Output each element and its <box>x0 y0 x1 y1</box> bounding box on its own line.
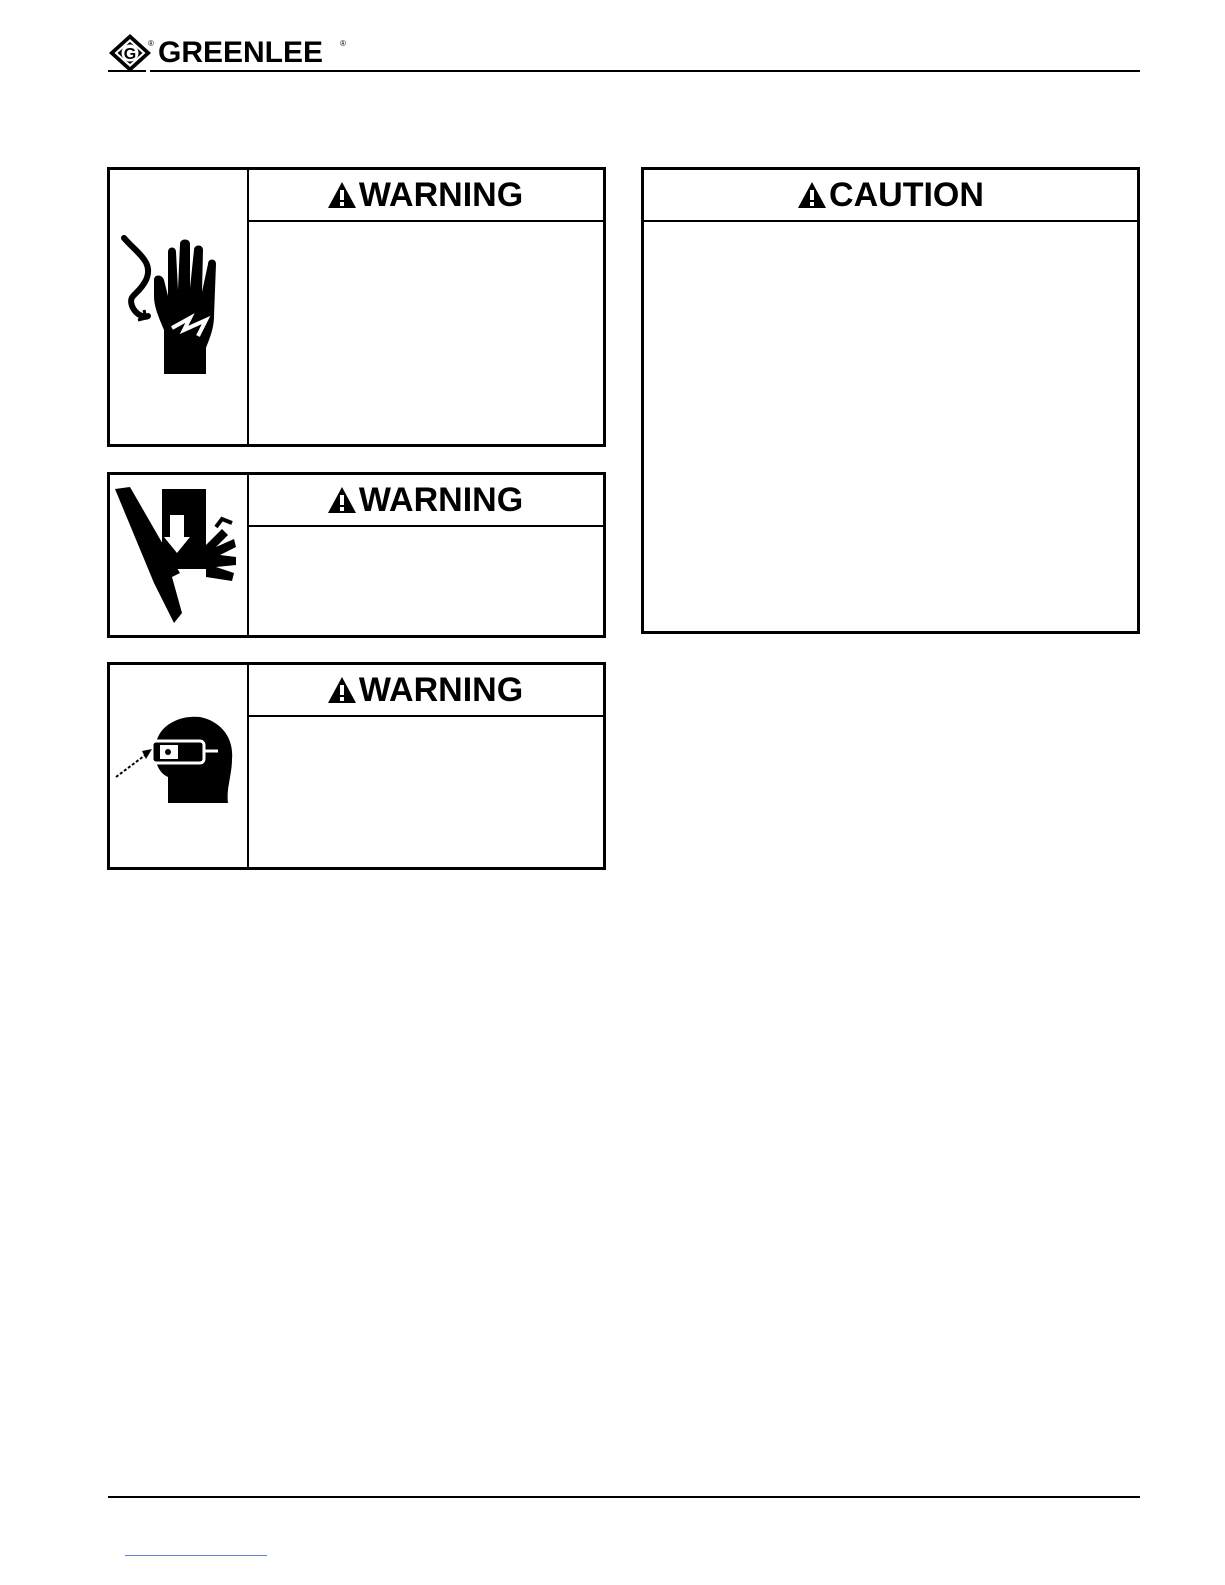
registered-mark: ® <box>148 39 154 48</box>
signal-word: WARNING <box>358 481 524 519</box>
signal-word: WARNING <box>358 176 524 214</box>
alert-triangle-icon <box>797 181 827 209</box>
header-rule-left <box>108 70 146 72</box>
footer-rule <box>108 1496 1140 1498</box>
signal-word: WARNING <box>358 671 524 709</box>
eye-protection-icon <box>110 665 247 867</box>
alert-triangle-icon <box>327 181 357 209</box>
logo-letter: G <box>123 46 137 63</box>
warning-box-eye-protection <box>107 662 606 870</box>
caution-box <box>641 167 1140 634</box>
crush-hazard-hand-icon <box>110 475 247 635</box>
signal-word-header <box>247 665 603 717</box>
icon-cell <box>110 475 249 635</box>
registered-mark-2: ® <box>340 39 346 48</box>
greenlee-logo <box>108 33 358 73</box>
icon-cell <box>110 665 249 867</box>
brand-name: GREENLEE <box>158 36 324 69</box>
electric-shock-hand-icon <box>110 170 247 444</box>
icon-cell <box>110 170 249 444</box>
alert-triangle-icon <box>327 486 357 514</box>
warning-box-crush-hazard <box>107 472 606 638</box>
alert-triangle-icon <box>327 676 357 704</box>
footer-link-underline[interactable] <box>125 1555 267 1556</box>
signal-word-header <box>247 475 603 527</box>
header-rule <box>150 70 1140 72</box>
warning-box-electric-shock <box>107 167 606 447</box>
signal-word-header <box>644 170 1137 222</box>
signal-word: CAUTION <box>829 176 984 214</box>
signal-word-header <box>247 170 603 222</box>
